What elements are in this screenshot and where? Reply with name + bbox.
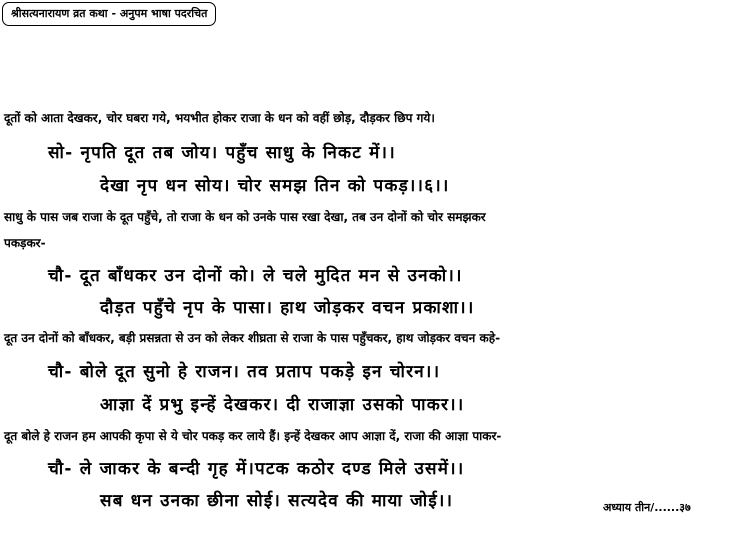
verse-line-6: आज्ञा दें प्रभु इन्हें देखकर। दी राजाज्ञा उसको पाकर।। <box>100 395 465 415</box>
prose-line-5: दूत बोले हे राजन हम आपकी कृपा से ये चोर पकड़ कर लाये हैं। इन्हें देखकर आप आज्ञा दें, राजा की आज्ञा पाकर- <box>4 429 502 443</box>
verse-line-5: चौ- बोले दूत सुनो हे राजन। तव प्रताप पकड़े इन चोरन।। <box>48 362 441 382</box>
verse-line-2: देखा नृप धन सोय। चोर समझ तिन को पकड़।।६।। <box>100 176 450 196</box>
prose-line-1: दूतों को आता देखकर, चोर घबरा गये, भयभीत होकर राजा के धन को वहीं छोड़, दौड़कर छिप गये। <box>4 111 435 125</box>
prose-line-3: पकड़कर- <box>4 236 46 250</box>
chapter-header-tag: श्रीसत्यनारायण व्रत कथा - अनुपम भाषा पदरचित <box>2 2 216 26</box>
prose-line-2: साधु के पास जब राजा के दूत पहुँचे, तो राजा के धन को उनके पास रखा देखा, तब उन दोनों को चोर समझकर <box>4 210 486 224</box>
verse-line-7: चौ- ले जाकर के बन्दी गृह में।पटक कठोर दण्ड मिले उसमें।। <box>48 459 465 479</box>
prose-line-4: दूत उन दोनों को बाँधकर, बड़ी प्रसन्नता से उन को लेकर शीघ्रता से राजा के पास पहुँचकर, हाथ जोड़कर वचन कहे- <box>4 331 501 345</box>
verse-line-1: सो- नृपति दूत तब जोय। पहुँच साधु के निकट में।। <box>48 143 396 163</box>
verse-line-4: दौड़त पहुँचे नृप के पासा। हाथ जोड़कर वचन प्रकाशा।। <box>100 298 475 318</box>
verse-line-3: चौ- दूत बाँधकर उन दोनों को। ले चले मुदित मन से उनको।। <box>48 266 463 286</box>
page-footer: अध्याय तीन/......३७ <box>603 501 691 514</box>
verse-line-8: सब धन उनका छीना सोई। सत्यदेव की माया जोई।। <box>100 491 454 511</box>
